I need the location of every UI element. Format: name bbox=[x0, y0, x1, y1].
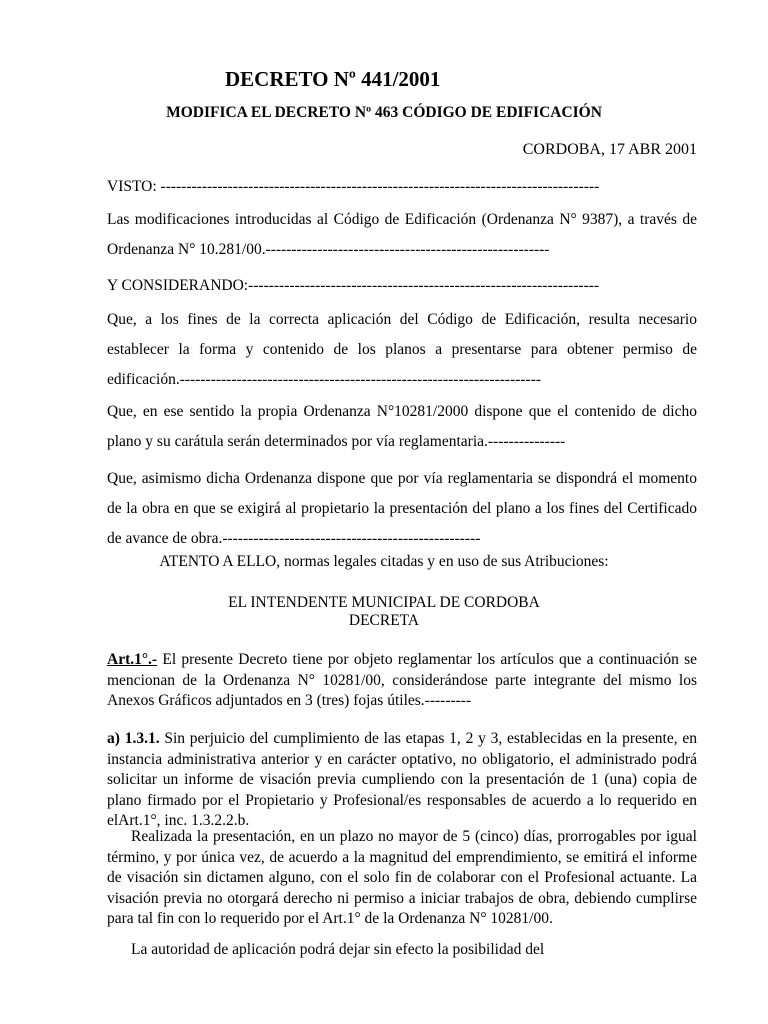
intendente-heading: EL INTENDENTE MUNICIPAL DE CORDOBA bbox=[228, 594, 540, 611]
paragraph-que-1: Que, a los fines de la correcta aplicación del Código de Edificación, resulta necesario establecer la forma y contenido de los planos a presentarse para obtener permiso de edificación.---------------------------------------------------------------------- bbox=[107, 311, 697, 388]
article-1-text: El presente Decreto tiene por objeto reglamentar los artículos que a continuación se mencionan de la Ordenanza N° 10281/00, considerándose parte integrante del mismo los Anexos Gráficos adjuntados en 3 (tres) fojas útiles.--------- bbox=[107, 651, 697, 709]
paragraph-que-2: Que, en ese sentido la propia Ordenanza N°10281/2000 dispone que el contenido de dicho plano y su carátula serán determinados por vía reglamentaria.--------------- bbox=[107, 403, 697, 450]
item-a-1-3-1 bbox=[107, 729, 697, 832]
paragraph-autoridad: La autoridad de aplicación podrá dejar sin efecto la posibilidad del bbox=[131, 941, 545, 958]
paragraph-realizada: Realizada la presentación, en un plazo no mayor de 5 (cinco) días, prorrogables por igual término, y por única vez, de acuerdo a la magnitud del emprendimiento, se emitirá el informe de visación sin dictamen alguno, con el solo fin de colaborar con el Profesional actuante. La visación previa no otorgará derecho ni permiso a iniciar trabajos de obra, debiendo cumplirse para tal fin con lo requerido por el Art.1° de la Ordenanza N° 10281/00. bbox=[107, 828, 697, 927]
decree-title: DECRETO Nº 441/2001 bbox=[225, 67, 441, 91]
item-a-label: a) 1.3.1. bbox=[107, 730, 160, 747]
article-1 bbox=[107, 650, 697, 712]
decreta-heading: DECRETA bbox=[348, 612, 420, 629]
article-1-label: Art.1°.- bbox=[107, 651, 158, 668]
considerando-heading: Y CONSIDERANDO:-------------------------------------------------------------------- bbox=[107, 277, 600, 294]
decree-subtitle: MODIFICA EL DECRETO Nº 463 CÓDIGO DE EDIFICACIÓN bbox=[166, 104, 602, 121]
paragraph-que-3: Que, asimismo dicha Ordenanza dispone que por vía reglamentaria se dispondrá el momento de la obra en que se exigirá al propietario la presentación del plano a los fines del Certificado de avance de obra.-------------------------------------------------- bbox=[107, 470, 697, 547]
item-a-text: Sin perjuicio del cumplimiento de las etapas 1, 2 y 3, establecidas en la presente, en instancia administrativa anterior y en carácter optativo, no obligatorio, el administrado podrá solicitar un informe de visación previa cumpliendo con la presentación de 1 (una) copia de plano firmado por el Propietario y Profesional/es responsables de acuerdo a lo requerido en elArt.1°, inc. 1.3.2.2.b. bbox=[107, 730, 698, 829]
atento-line: ATENTO A ELLO, normas legales citadas y en uso de sus Atribuciones: bbox=[159, 553, 609, 570]
dateline: CORDOBA, 17 ABR 2001 bbox=[522, 141, 697, 158]
visto-heading: VISTO: ------------------------------------------------------------------------------------- bbox=[107, 178, 600, 195]
paragraph-modificaciones: Las modificaciones introducidas al Código de Edificación (Ordenanza N° 9387), a través de Ordenanza N° 10.281/00.------------------------------------------------------- bbox=[107, 211, 697, 258]
